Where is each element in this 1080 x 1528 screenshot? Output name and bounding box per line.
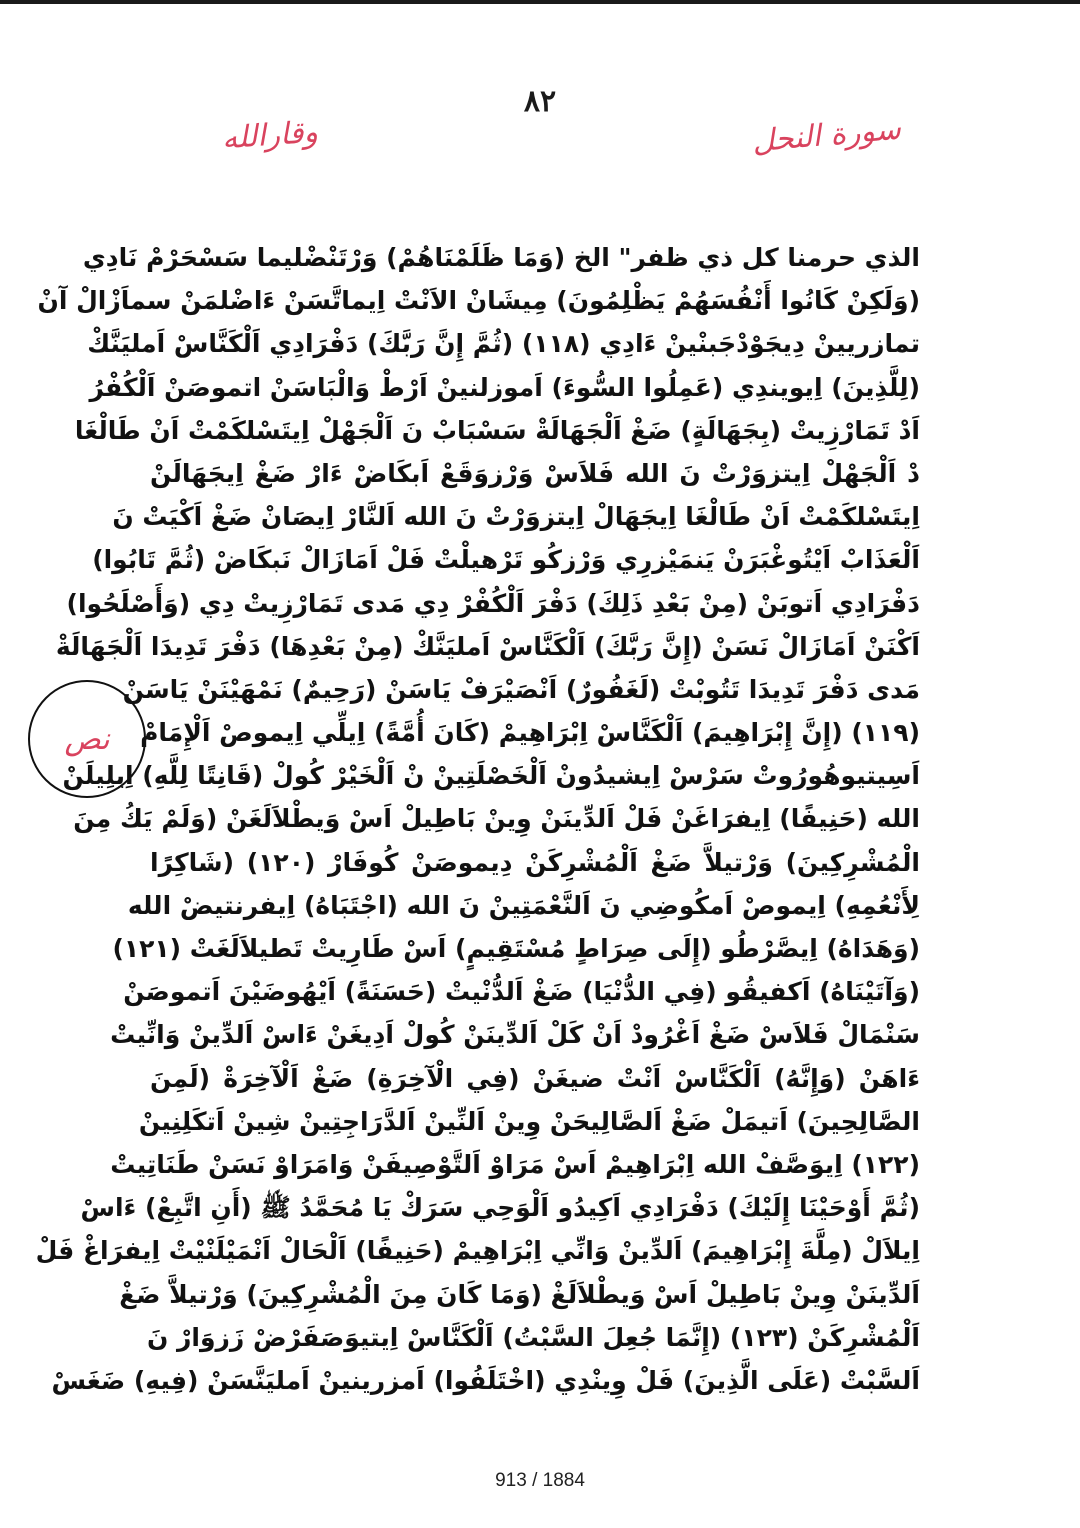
text-line: اَدْ تَمَارْزِيتْ (بِجَهَالَةٍ) ضَغْ اَلْجَهَالَةْ سَسْبَابْ نَ اَلْجَهْلْ اِيتَسْلكَمْتْ اَنْ طَالْغَا: [74, 415, 920, 445]
text-line: (وَلَكِنْ كَانُوا أَنْفُسَهُمْ يَظْلِمُونَ) مِيشَانْ الاَنْتْ اِيماتَّسَنْ ءَاضْلمَنْ سماَزْالْ آنْ: [37, 286, 920, 316]
text-line: (وَهَدَاهُ) اِيصَّرْطُو (إِلَى صِرَاطٍ مُسْتَقِيمٍ) اَسْ طَارِيتْ تَطيلاَلَغَتْ (١٢١): [112, 934, 920, 963]
text-line: دَفْرَادِي اَتوبَنْ (مِنْ بَعْدِ ذَلِكَ) دَفْرَ اَلْكُفْرْ دِي مَدى تَمَارْزِيتْ دِي (وَأَصْلَحُوا): [66, 588, 920, 618]
text-line: الْمُشْرِكِينَ) وَرْتيلاَّ ضَغْ اَلْمُشْرِكَنْ دِيموصَنْ كُوفَارْ (١٢٠) (شَاكِرًا: [150, 847, 920, 877]
text-line: (وَآتَيْنَاهُ) اَكفيقُو (فِي الدُّنْيَا) ضَغْ اَلدُّنْيتْ (حَسَنَةً) اَيْهُوضَيْنَ اَتموصَنْ: [123, 977, 920, 1007]
text-line: الذي حرمنا كل ذي ظفر" الخ (وَمَا ظَلَمْنَاهُمْ) وَرْتَنْضْليما سَسْحَرْمْ نَادِي: [82, 243, 920, 272]
text-line: الله (حَنِيفًا) اِيفرَاغَنْ فَلْ اَلدِّينَنْ وِينْ بَاطِيلْ اَسْ وَيطْلاَلَغَنْ (وَلَمْ يَكُ مِنَ: [73, 804, 920, 834]
page-number: ٨٢: [523, 84, 557, 119]
text-line: اَلْمُشْرِكَنْ (١٢٣) (إِنَّمَا جُعِلَ السَّبْتُ) اَلْكَنَّاسْ اِيتيوَصَفَرْضْ زَزوَارْ نَ: [146, 1322, 920, 1352]
text-line: (ثُمَّ أَوْحَيْنَا إِلَيْكَ) دَفْرَادِي اَكِيدُو اَلْوَحِي سَرَكْ يَا مُحَمَّدُ ﷺ (أَنِ اتَّبِعْ) ءَاسْ: [80, 1193, 920, 1223]
text-line: سَنْمَالْ فَلاَسْ ضَغْ اَغْرُودْ اَنْ كَلْ اَلدِّينَنْ كُولْ اَدِيغَنْ ءَاسْ اَلدِّينْ وَانِّيتْ: [110, 1020, 920, 1050]
text-line: اَكْنَنْ اَمَازَالْ نَسَنْ (إِنَّ رَبَّكَ) اَلْكَنَّاسْ اَمليَنَّكْ (مِنْ بَعْدِهَا) دَفْرَ تَدِيدَا اَلْجَهَالَةْ: [55, 631, 920, 661]
margin-note-right: سورة النحل: [750, 111, 903, 160]
text-line: اَلدِّينَنْ وِينْ بَاطِيلْ اَسْ وَيطْلاَلَغْ (وَمَا كَانَ مِنَ الْمُشْرِكِينَ) وَرْتيلاَّ ضَغْ: [119, 1279, 920, 1309]
top-border-rule: [0, 0, 1080, 4]
text-line: دْ اَلْجَهْلْ اِيتزوَرْتْ نَ الله فَلاَسْ وَرْزوَقَعْ اَبكَاضْ ءَارْ ضَغْ اِيجَهَالَنْ: [150, 458, 920, 488]
text-line: (١٢٢) اِيوَصَّفْ الله اِبْرَاهِيمْ اَسْ مَرَاوْ اَلتَّوْصِيفَنْ وَامَرَاوْ نَسَنْ طَنَاتِيتْ: [110, 1149, 920, 1179]
text-line: مَدى دَفْرَ تَدِيدَا تَتُوبْتْ (لَغَفُورٌ) اَنْصَيْرَفْ يَاسَنْ (رَحِيمٌ) نَمْهَيْنَنْ يَاسَنْ: [122, 674, 920, 704]
text-line: لِأَنْعُمِهِ) اِيموصْ اَمكُوضِي نَ اَلنَّعْمَتِينْ نَ الله (اجْتَبَاهُ) اِيفرنتيضْ الله: [127, 890, 920, 920]
text-line: اِيلاَلْ (مِلَّةَ إِبْرَاهِيمَ) اَلدِّينْ وَانِّي اِبْرَاهِيمْ (حَنِيفًا) اَلْحَالْ اَنْمَيْلَنْيْتْ اِيفرَاغْ فَلْ: [35, 1236, 920, 1266]
text-line: (١١٩) (إِنَّ إِبْرَاهِيمَ) اَلْكَنَّاسْ اِبْرَاهِيمْ (كَانَ أُمَّةً) اِيلِّي اِيموصْ اَلْإِمَامْ: [140, 718, 920, 748]
text-line: اَلسَّبْتْ (عَلَى الَّذِينَ) فَلْ وِينْدِي (اخْتَلَفُوا) اَمزرينينْ اَمليَنَّسَنْ (فِيهِ) ضَغَسْ: [51, 1365, 920, 1395]
text-line: الصَّالِحِينَ) اَتيمَلْ ضَغْ اَلصَّالِيحَنْ وِينْ اَلنِّينْ اَلدَّرَاجِتِينْ شِينْ اَتكَلِنِينْ: [138, 1106, 920, 1136]
text-line: اِيتَسْلكَمْتْ اَنْ طَالْغَا اِيجَهَالْ اِيتزوَرْتْ نَ الله اَلنَّارْ اِيصَانْ ضَغْ اَكْيَتْ نَ: [112, 502, 920, 532]
text-line: ءَاهَنْ (وَإِنَّهُ) اَلْكَنَّاسْ اَنْتْ ضيغَنْ (فِي الْآخِرَةِ) ضَغْ اَلْآخِرَةْ (لَمِنَ: [150, 1063, 920, 1093]
text-line: تمازريينْ دِيجَوْدْجَبنْينْ ءَادِي (١١٨) (ثُمَّ إِنَّ رَبَّكَ) دَفْرَادِي اَلْكَنَّاسْ اَمليَنَّكْ: [87, 329, 920, 359]
text-line: اَلْعَذَابْ اَيْتُوغْبَرَنْ يَنمَيْزرِي وَرْزكُو تَرْهيلْتْ فَلْ اَمَازَالْ نَبكَاضْ (ثُمَّ تَابُوا): [92, 545, 920, 575]
text-line: اَسِيتيوهُورُوتْ سَرْسْ اِيشيدُونْ اَلْخَصْلَتِينْ نْ اَلْخَيْرْ كُولْ (قَانِتًا لِلَّهِ) اِيلِيلَنْ: [62, 761, 920, 791]
main-text-block: [35, 236, 920, 1406]
page-counter: 913 / 1884: [495, 1470, 585, 1491]
margin-note-left: وقارالله: [220, 114, 320, 157]
circled-margin-note-text: نص: [64, 721, 110, 757]
text-line: (لِلَّذِينَ) اِيويندِي (عَمِلُوا السُّوءَ) اَموزلنينْ اَرْطْ وَالْبَاسَنْ اتموصَنْ اَلْكُفْرُ: [89, 372, 920, 402]
